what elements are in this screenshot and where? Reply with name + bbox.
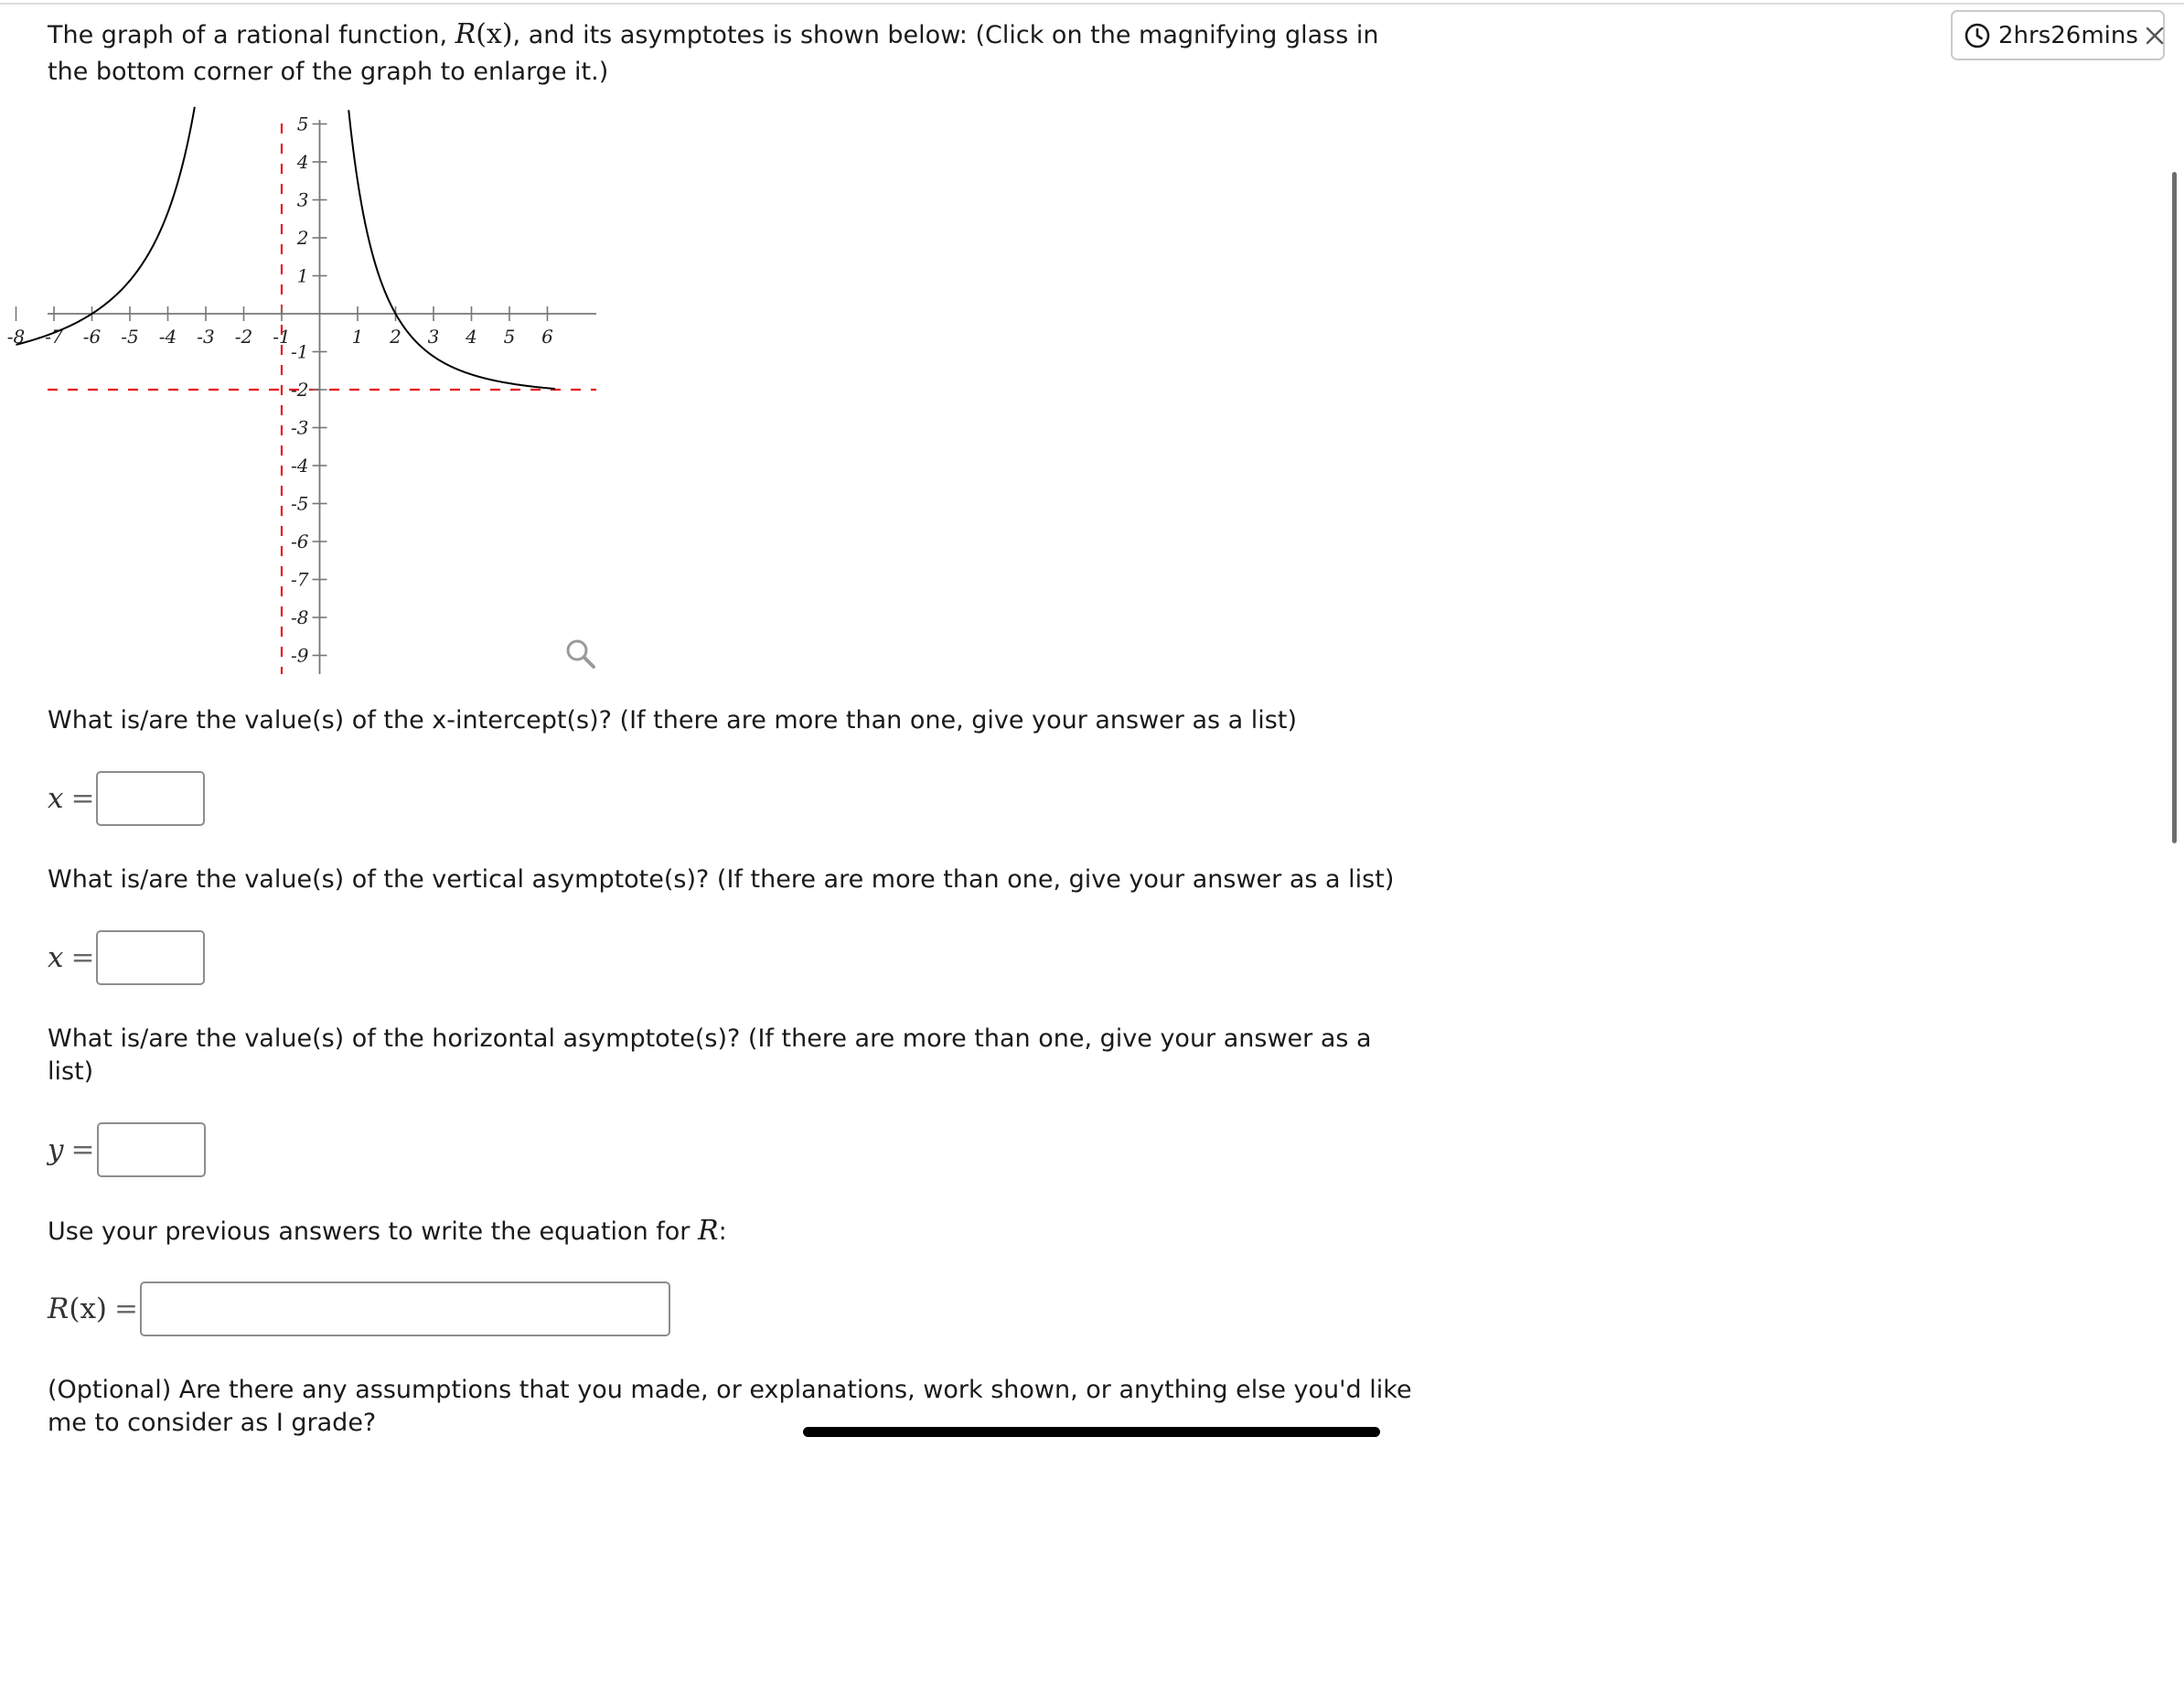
question-intro-line1 [48, 17, 1379, 52]
y-tick-label: 5 [296, 113, 309, 135]
timer-badge[interactable] [1951, 10, 2165, 60]
y-tick-label: 4 [296, 151, 309, 173]
asymptote-lines [48, 123, 596, 674]
x-tick-label: -7 [45, 326, 63, 348]
close-icon[interactable] [2144, 25, 2166, 47]
answer-row-horizontal-asymptotes [48, 1122, 206, 1177]
x-tick-label: 1 [351, 326, 364, 348]
question-vertical-asymptotes: What is/are the value(s) of the vertical asymptote(s)? (If there are more than one, give your answer as a list) [48, 865, 1395, 894]
x-tick-label: -1 [273, 326, 291, 348]
y-tick-label: 1 [296, 264, 309, 287]
intro-func-name: R [455, 18, 476, 50]
vertical-asymptotes-input[interactable] [96, 930, 205, 985]
question-horizontal-asymptotes-line1: What is/are the value(s) of the horizontal asymptote(s)? (If there are more than one, give your answer as a [48, 1024, 1372, 1053]
answer-lhs: y [48, 1133, 64, 1166]
x-tick-label: 6 [541, 326, 553, 348]
curve-right-branch [348, 110, 555, 389]
x-tick-label: -8 [6, 326, 26, 348]
y-tick-label: -7 [291, 568, 309, 591]
y-tick-label: -2 [291, 379, 309, 401]
x-tick-label: 5 [503, 326, 516, 348]
question-horizontal-asymptotes-line2: list) [48, 1057, 94, 1086]
equals-sign: = [70, 941, 95, 974]
answer-lhs: x [48, 941, 64, 974]
equals-sign: = [70, 782, 95, 815]
intro-text-a: The graph of a rational function, [48, 21, 455, 49]
answer-lhs: R(x) [48, 1292, 108, 1325]
y-tick-label: 2 [296, 227, 309, 249]
answer-lhs: x [48, 782, 64, 815]
x-tick-label: -6 [82, 326, 102, 348]
y-tick-label: -1 [291, 340, 309, 363]
magnifier-icon[interactable] [564, 638, 597, 670]
equals-sign: = [114, 1292, 138, 1325]
answer-row-vertical-asymptotes [48, 930, 205, 985]
x-tick-label: 3 [427, 326, 440, 348]
y-tick-label: 3 [296, 188, 309, 211]
y-tick-label: -3 [291, 416, 309, 439]
x-tick-label: -2 [234, 326, 253, 348]
response-underline-bar [803, 1427, 1380, 1437]
question-x-intercepts: What is/are the value(s) of the x-intercept(s)? (If there are more than one, give your answer as a list) [48, 706, 1297, 735]
question-equation: Use your previous answers to write the equation for R: [48, 1215, 727, 1247]
x-tick-label: 2 [390, 326, 401, 348]
answer-row-x-intercepts [48, 771, 205, 826]
graph-axes [48, 120, 596, 674]
answer-row-equation [48, 1281, 670, 1336]
horizontal-asymptotes-input[interactable] [97, 1122, 206, 1177]
intro-text-b: , and its asymptotes is shown below: (Click on the magnifying glass in [512, 21, 1379, 49]
equation-func-name: R [697, 1215, 719, 1247]
x-tick-label: -3 [197, 326, 215, 348]
scrollbar-thumb[interactable] [2172, 172, 2177, 843]
y-tick-label: -9 [291, 644, 309, 667]
y-tick-label: -4 [291, 455, 309, 477]
x-tick-label: 4 [466, 326, 477, 348]
intro-func-arg: (x) [476, 18, 513, 50]
y-tick-label: -6 [291, 531, 309, 552]
question-intro-line2: the bottom corner of the graph to enlarge it.) [48, 58, 609, 86]
equation-input[interactable] [140, 1281, 670, 1336]
x-tick-label: -4 [158, 326, 177, 348]
y-tick-label: -8 [291, 606, 309, 628]
rational-function-graph [6, 113, 607, 681]
timer-label: 2hrs26mins [1998, 21, 2138, 49]
optional-question-line2: me to consider as I grade? [48, 1409, 377, 1437]
top-divider [0, 3, 2184, 5]
x-intercepts-input[interactable] [96, 771, 205, 826]
clock-icon [1964, 22, 1991, 49]
x-tick-label: -5 [121, 326, 139, 348]
equals-sign: = [70, 1133, 95, 1166]
y-tick-label: -5 [291, 492, 309, 515]
optional-question-line1: (Optional) Are there any assumptions that you made, or explanations, work shown, or anything else you'd like [48, 1376, 1412, 1404]
